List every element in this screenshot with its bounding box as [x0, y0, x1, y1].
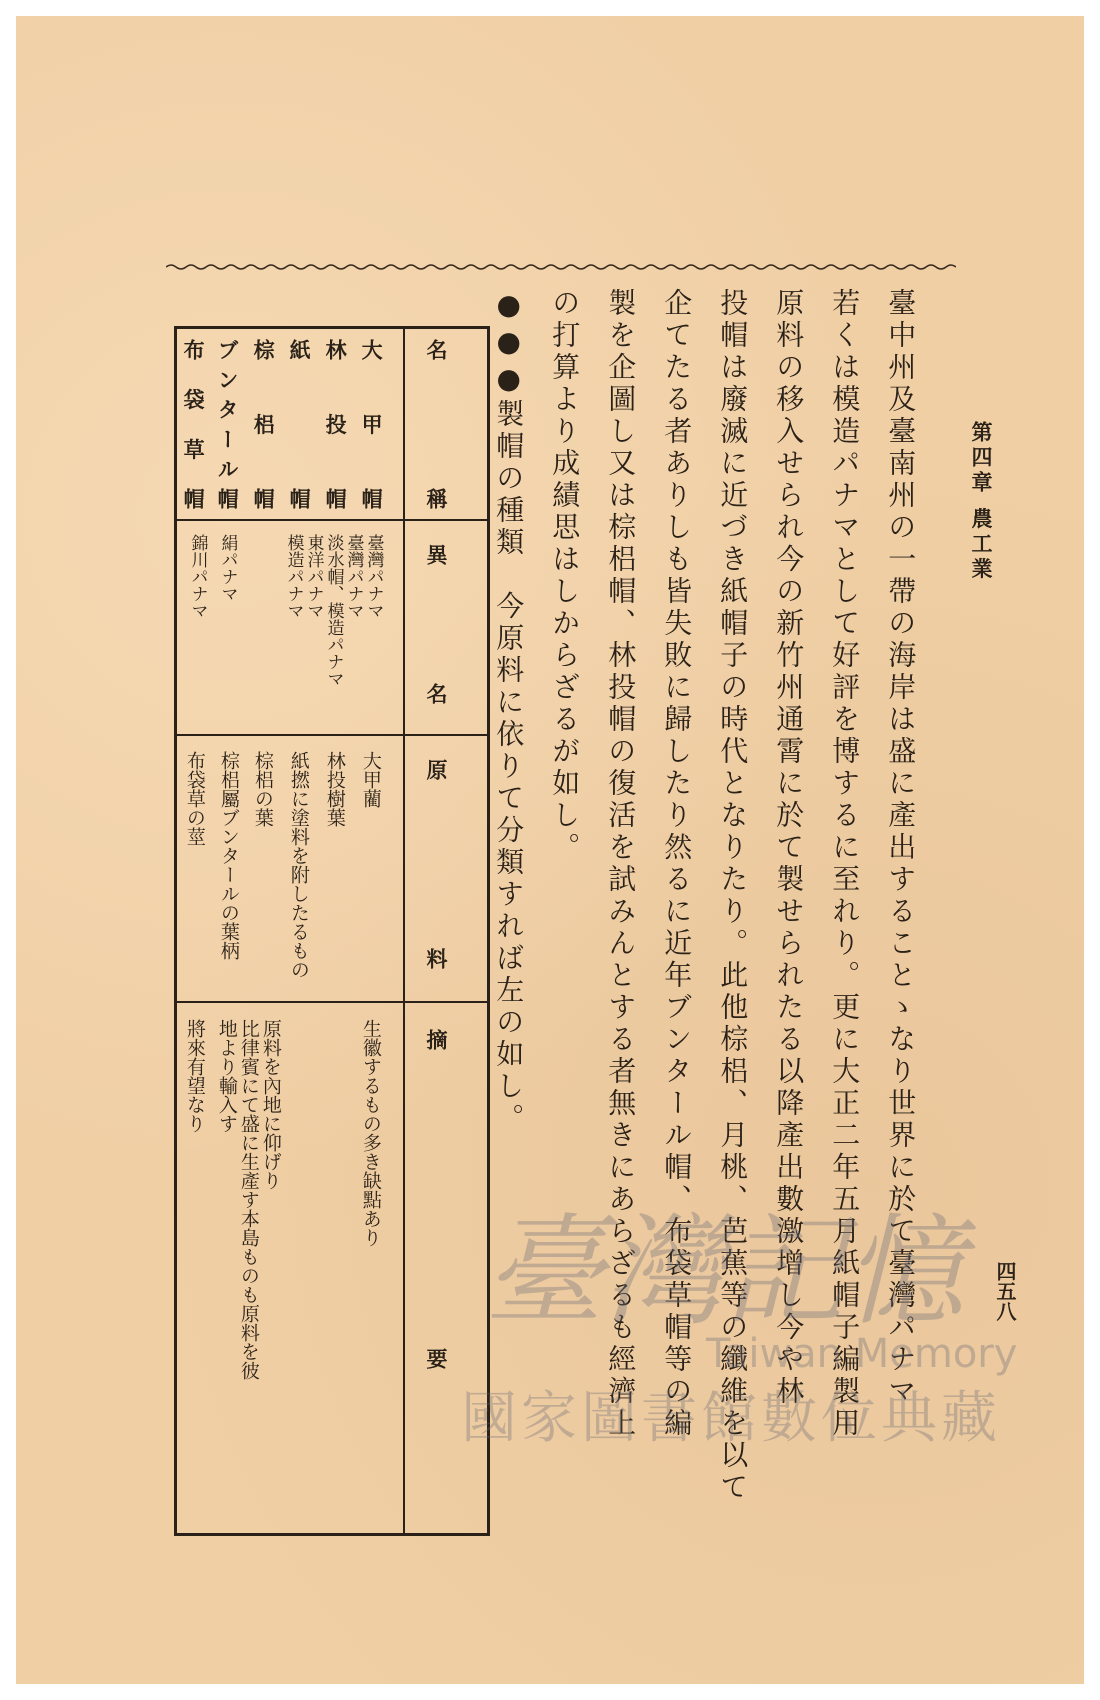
table-rule — [177, 734, 487, 736]
row-alias: 模造パナマ — [283, 534, 304, 619]
row-note: 比律賓にて盛に生產す本島ものも原料を彼 — [237, 1019, 260, 1380]
watermark-english: Taiwan Memory — [706, 1331, 1018, 1377]
row-alias: 錦川パナマ — [187, 534, 208, 619]
body-column: 投帽は廢滅に近づき紙帽子の時代となりたり。此他棕梠、月桃、芭蕉等の纖維を以て — [716, 288, 750, 1504]
table-rule — [403, 329, 405, 1533]
chapter-header: 第四章 農工業 — [969, 421, 994, 583]
row-material: 棕梠の葉 — [251, 751, 274, 827]
document-page — [16, 16, 1084, 1684]
row-alias: 臺灣パナマ — [343, 534, 364, 619]
header-alias: 異 名 — [424, 544, 449, 704]
row-alias: 東洋パナマ — [303, 534, 324, 619]
wavy-rule — [166, 262, 956, 272]
row-note: 原料を內地に仰げり — [259, 1019, 282, 1190]
row-name: 布袋草帽 — [181, 339, 207, 509]
row-name: ブンタール帽 — [215, 339, 241, 509]
row-name: 紙帽 — [287, 339, 313, 509]
body-column: 臺中州及臺南州の一帶の海岸は盛に產出することゝなり世界に於て臺灣パナマ — [884, 288, 918, 1408]
body-column: 若くは模造パナマとして好評を博するに至れり。更に大正二年五月紙帽子編製用 — [828, 288, 862, 1440]
row-material: 林投樹葉 — [323, 751, 346, 827]
row-material: 紙撚に塗料を附したるもの — [287, 751, 310, 979]
row-material: 布袋草の莖 — [183, 751, 206, 846]
watermark-library: 國家圖書館數位典藏 — [461, 1386, 1001, 1451]
body-column: 製を企圖し又は棕梠帽、林投帽の復活を試みんとする者無きにあらざるも經濟上 — [604, 288, 638, 1440]
watermark-logo: 臺灣記憶 — [484, 1203, 964, 1342]
header-name: 名 稱 — [424, 339, 449, 509]
row-name: 林投帽 — [323, 339, 349, 509]
row-note: 生徽するもの多き缺點あり — [359, 1019, 382, 1247]
body-column-section-heading: ●●●製帽の種類 今原料に依りて分類すれば左の如し。 — [492, 288, 526, 1135]
row-note: 地より輸入す — [215, 1019, 238, 1133]
row-name: 大甲帽 — [359, 339, 385, 509]
row-alias: 絹パナマ — [217, 534, 238, 602]
row-material: 棕梠屬ブンタールの葉柄 — [217, 751, 240, 960]
body-column: 企てたる者ありしも皆失敗に歸したり然るに近年ブンタール帽、布袋草帽等の編 — [660, 288, 694, 1440]
row-alias: 臺灣パナマ — [363, 534, 384, 619]
row-alias: 淡水帽、模造パナマ — [323, 534, 344, 687]
row-name: 棕梠帽 — [251, 339, 277, 509]
body-column: の打算より成績思はしからざるが如し。 — [548, 288, 582, 864]
table-rule — [177, 519, 487, 521]
header-material: 原 料 — [424, 759, 449, 969]
row-material: 大甲藺 — [359, 751, 382, 808]
table-rule — [177, 1001, 487, 1003]
row-note: 將來有望なり — [183, 1019, 206, 1133]
page-number: 四五八 — [993, 1261, 1017, 1321]
body-column: 原料の移入せられ今の新竹州通霄に於て製せられたる以降產出數激增し今や林 — [772, 288, 806, 1408]
header-note: 摘 要 — [424, 1029, 449, 1369]
hat-types-table — [174, 326, 490, 1536]
